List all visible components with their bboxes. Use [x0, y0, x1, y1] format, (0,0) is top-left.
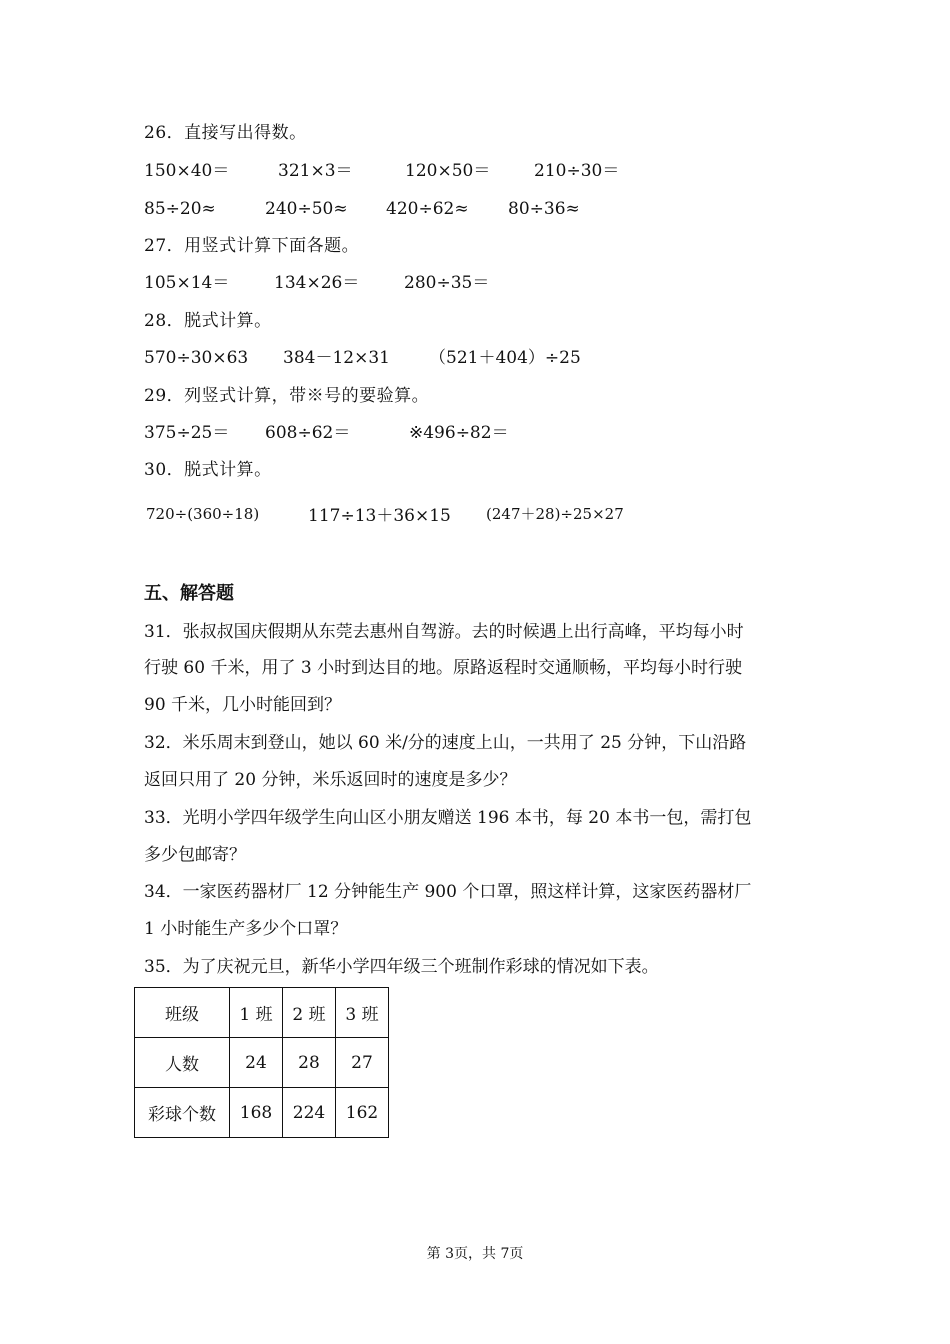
table-row: [135, 1038, 389, 1088]
expression: 280÷35＝: [404, 273, 490, 293]
section-title: 五、解答题: [144, 583, 234, 604]
question-32-line-2: 返回只用了 20 分钟，米乐返回时的速度是多少？: [144, 770, 517, 790]
expression: 384－12×31: [283, 348, 390, 368]
question-31-line-3: 90 千米，几小时能回到？: [144, 695, 342, 715]
question-31-line-1: 31．张叔叔国庆假期从东莞去惠州自驾游。去的时候遇上出行高峰，平均每小时: [144, 622, 744, 642]
expression: (247＋28)÷25×27: [486, 505, 624, 523]
question-29-title: 29．列竖式计算，带※号的要验算。: [144, 386, 430, 406]
table-cell: 24: [230, 1038, 283, 1088]
table-cell: 168: [230, 1088, 283, 1138]
expression: 420÷62≈: [386, 199, 469, 219]
question-27-row: [144, 271, 844, 295]
expression: 210÷30＝: [534, 161, 620, 181]
table-cell: 彩球个数: [135, 1088, 230, 1138]
question-26-title: 26．直接写出得数。: [144, 123, 307, 143]
expression: ※496÷82＝: [409, 423, 509, 443]
question-33-line-2: 多少包邮寄？: [144, 845, 246, 865]
question-30-row: [144, 502, 844, 526]
expression: 85÷20≈: [144, 199, 216, 219]
expression: 150×40＝: [144, 161, 230, 181]
table-header-cell: 3 班: [336, 988, 389, 1038]
table-row: [135, 1088, 389, 1138]
question-34-line-1: 34．一家医药器材厂 12 分钟能生产 900 个口罩，照这样计算，这家医药器材厂: [144, 882, 752, 902]
expression: 720÷(360÷18): [146, 505, 260, 523]
expression: 80÷36≈: [508, 199, 580, 219]
expression: 120×50＝: [405, 161, 491, 181]
expression: 134×26＝: [274, 273, 360, 293]
expression: 117÷13＋36×15: [308, 506, 451, 526]
table-cell: 人数: [135, 1038, 230, 1088]
question-33-line-1: 33．光明小学四年级学生向山区小朋友赠送 196 本书，每 20 本书一包，需打包: [144, 808, 752, 828]
expression: 375÷25＝: [144, 423, 230, 443]
question-35-title: 35．为了庆祝元旦，新华小学四年级三个班制作彩球的情况如下表。: [144, 957, 659, 977]
table-cell: 27: [336, 1038, 389, 1088]
table-header-cell: 班级: [135, 988, 230, 1038]
table-cell: 224: [283, 1088, 336, 1138]
expression: （521＋404）÷25: [429, 348, 581, 368]
table-header-cell: 2 班: [283, 988, 336, 1038]
table-header-cell: 1 班: [230, 988, 283, 1038]
expression: 570÷30×63: [144, 348, 249, 368]
expression: 240÷50≈: [265, 199, 348, 219]
expression: 105×14＝: [144, 273, 230, 293]
question-28-row: [144, 346, 844, 370]
question-34-line-2: 1 小时能生产多少个口罩？: [144, 919, 348, 939]
question-29-row: [144, 421, 844, 445]
question-27-title: 27．用竖式计算下面各题。: [144, 236, 360, 256]
question-32-line-1: 32．米乐周末到登山，她以 60 米/分的速度上山，一共用了 25 分钟，下山沿路: [144, 733, 747, 753]
table-header-row: [135, 988, 389, 1038]
expression: 608÷62＝: [265, 423, 351, 443]
question-28-title: 28．脱式计算。: [144, 311, 272, 331]
question-26-row-2: [144, 197, 844, 221]
balloon-table: [134, 987, 389, 1138]
question-26-row-1: [144, 159, 844, 183]
page-footer: 第 3页，共 7页: [426, 1246, 524, 1262]
table-cell: 162: [336, 1088, 389, 1138]
question-30-title: 30．脱式计算。: [144, 460, 272, 480]
expression: 321×3＝: [278, 161, 353, 181]
table-cell: 28: [283, 1038, 336, 1088]
question-31-line-2: 行驶 60 千米，用了 3 小时到达目的地。原路返程时交通顺畅，平均每小时行驶: [144, 658, 743, 678]
